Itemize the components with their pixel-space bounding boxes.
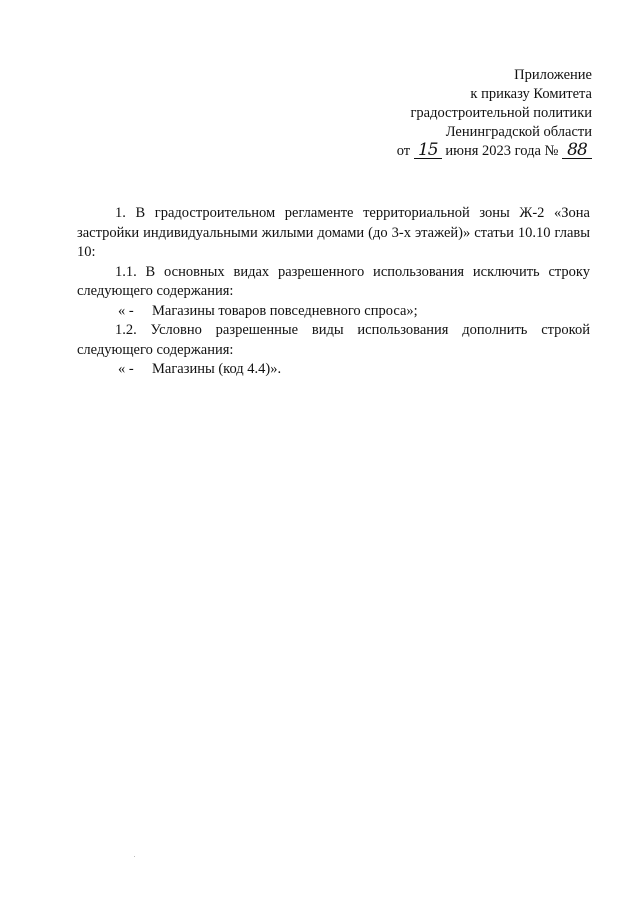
header-region-name: Ленинградской области [445,124,592,140]
handwritten-day: 15 [414,143,442,159]
paragraph-1: 1. В градостроительном регламенте территориальной зоны Ж-2 «Зона застройки индивидуальными жилыми домами (до 3-х этажей)» статьи 10.10 главы 10: [77,205,590,260]
header-committee-name: градостроительной политики [410,105,592,121]
scan-speck [134,856,135,857]
document-body [77,204,590,380]
appendix-header [292,66,592,161]
list-marker: « - [118,361,134,377]
handwritten-order-number: 88 [562,143,592,159]
date-rest: июня 2023 года № [445,143,559,159]
list-item-1 [77,302,590,322]
list-marker: « - [118,302,134,319]
paragraph-1-1: 1.1. В основных видах разрешенного использования исключить строку следующего содержания: [77,263,590,299]
paragraph-1-2: 1.2. Условно разрешенные виды использования дополнить строкой следующего содержания: [77,322,590,358]
header-date-line [292,142,592,161]
list-item-2 [77,360,590,380]
list-item-text: Магазины (код 4.4)». [152,361,282,377]
list-item-text: Магазины товаров повседневного спроса»; [152,302,418,319]
header-order-reference: к приказу Комитета [470,86,592,102]
header-appendix-label: Приложение [514,67,592,83]
date-prefix: от [396,143,411,159]
